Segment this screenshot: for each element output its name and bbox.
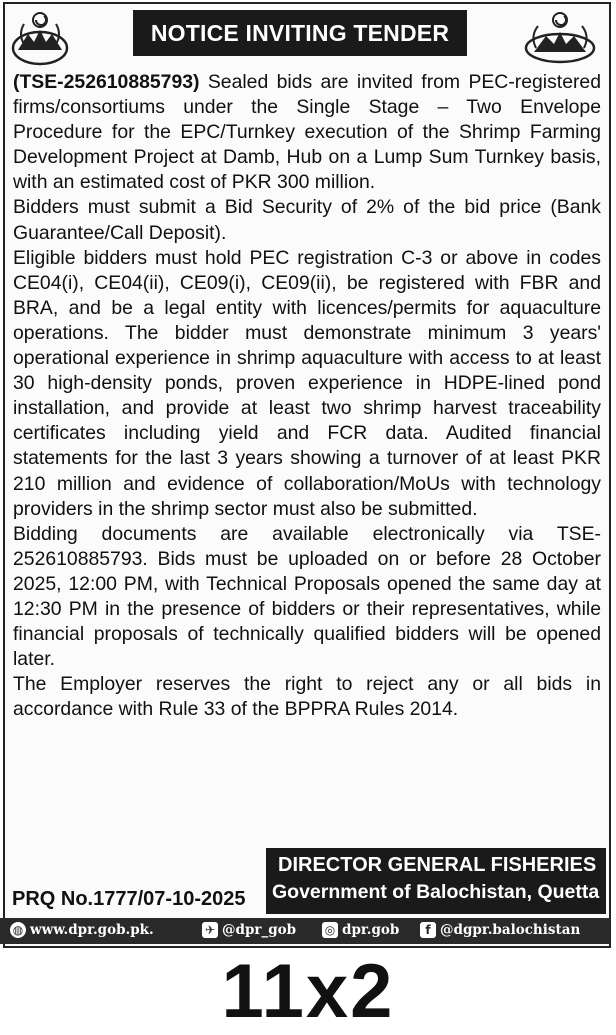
footer-facebook[interactable] xyxy=(420,922,580,938)
twitter-handle[interactable]: @dpr_gob xyxy=(222,922,297,938)
facebook-icon: f xyxy=(420,922,436,938)
notice-body xyxy=(13,70,601,722)
facebook-handle[interactable]: @dgpr.balochistan xyxy=(440,922,581,938)
globe-icon: ◍ xyxy=(10,922,26,938)
balochistan-emblem-left-icon xyxy=(10,8,70,66)
tender-reference: (TSE-252610885793) xyxy=(13,71,200,93)
twitter-icon: ✈ xyxy=(202,922,218,938)
signatory-department: Government of Balochistan, Quetta xyxy=(272,881,600,903)
paragraph-bidding-documents: Bidding documents are available electronically via TSE-252610885793. Bids must be uploaded on or before 28 October 2025, 12:00 PM, with Technical Proposals opened the same day at 12:30 PM in the presence of bidders or their representatives, while financial proposals of technically qualified bidders will be opened later. xyxy=(13,522,601,671)
notice-title: NOTICE INVITING TENDER xyxy=(133,10,467,56)
instagram-handle[interactable]: dpr.gob xyxy=(342,922,400,938)
ad-size-label: 11x2 xyxy=(221,949,395,1034)
footer-twitter[interactable] xyxy=(202,922,296,938)
paragraph-bid-security: Bidders must submit a Bid Security of 2% of the bid price (Bank Guarantee/Call Deposit). xyxy=(13,196,601,244)
instagram-icon: ◎ xyxy=(322,922,338,938)
prq-number: PRQ No.1777/07-10-2025 xyxy=(12,888,246,910)
footer-bar xyxy=(0,918,610,944)
paragraph-intro xyxy=(13,70,601,195)
paragraph-employer-rights: The Employer reserves the right to reject any or all bids in accordance with Rule 33 of the BPPRA Rules 2014. xyxy=(13,673,601,721)
paragraph-eligibility: Eligible bidders must hold PEC registration C-3 or above in codes CE04(i), CE04(ii), CE09(i), CE09(ii), be registered with FBR and BRA, and be a legal entity with licences/permits for aquaculture operations. The bidder must demonstrate minimum 3 years' operational experience in shrimp aquaculture with access to at least 30 high-density ponds, proven experience in HDPE-lined pond installation, and provide at least two shrimp harvest traceability certificates including yield and FCR data. Audited financial statements for the last 3 years showing a turnover of at least PKR 210 million and evidence of collaboration/MoUs with technology providers in the shrimp sector must also be submitted. xyxy=(13,246,601,520)
footer-website[interactable] xyxy=(10,922,154,938)
paragraph-intro-text: Sealed bids are invited from PEC-registered firms/consortiums under the Single Stage – Two Envelope Procedure for the EPC/Turnkey execution of the Shrimp Farming Development Project at Damb, Hub on a Lump Sum Turnkey basis, with an estimated cost of PKR 300 million. xyxy=(13,71,601,194)
signatory-title: DIRECTOR GENERAL FISHERIES xyxy=(278,854,597,876)
website-link[interactable]: www.dpr.gob.pk. xyxy=(30,922,154,938)
balochistan-emblem-right-icon xyxy=(520,8,600,66)
footer-instagram[interactable] xyxy=(322,922,399,938)
signature-block xyxy=(266,848,606,914)
